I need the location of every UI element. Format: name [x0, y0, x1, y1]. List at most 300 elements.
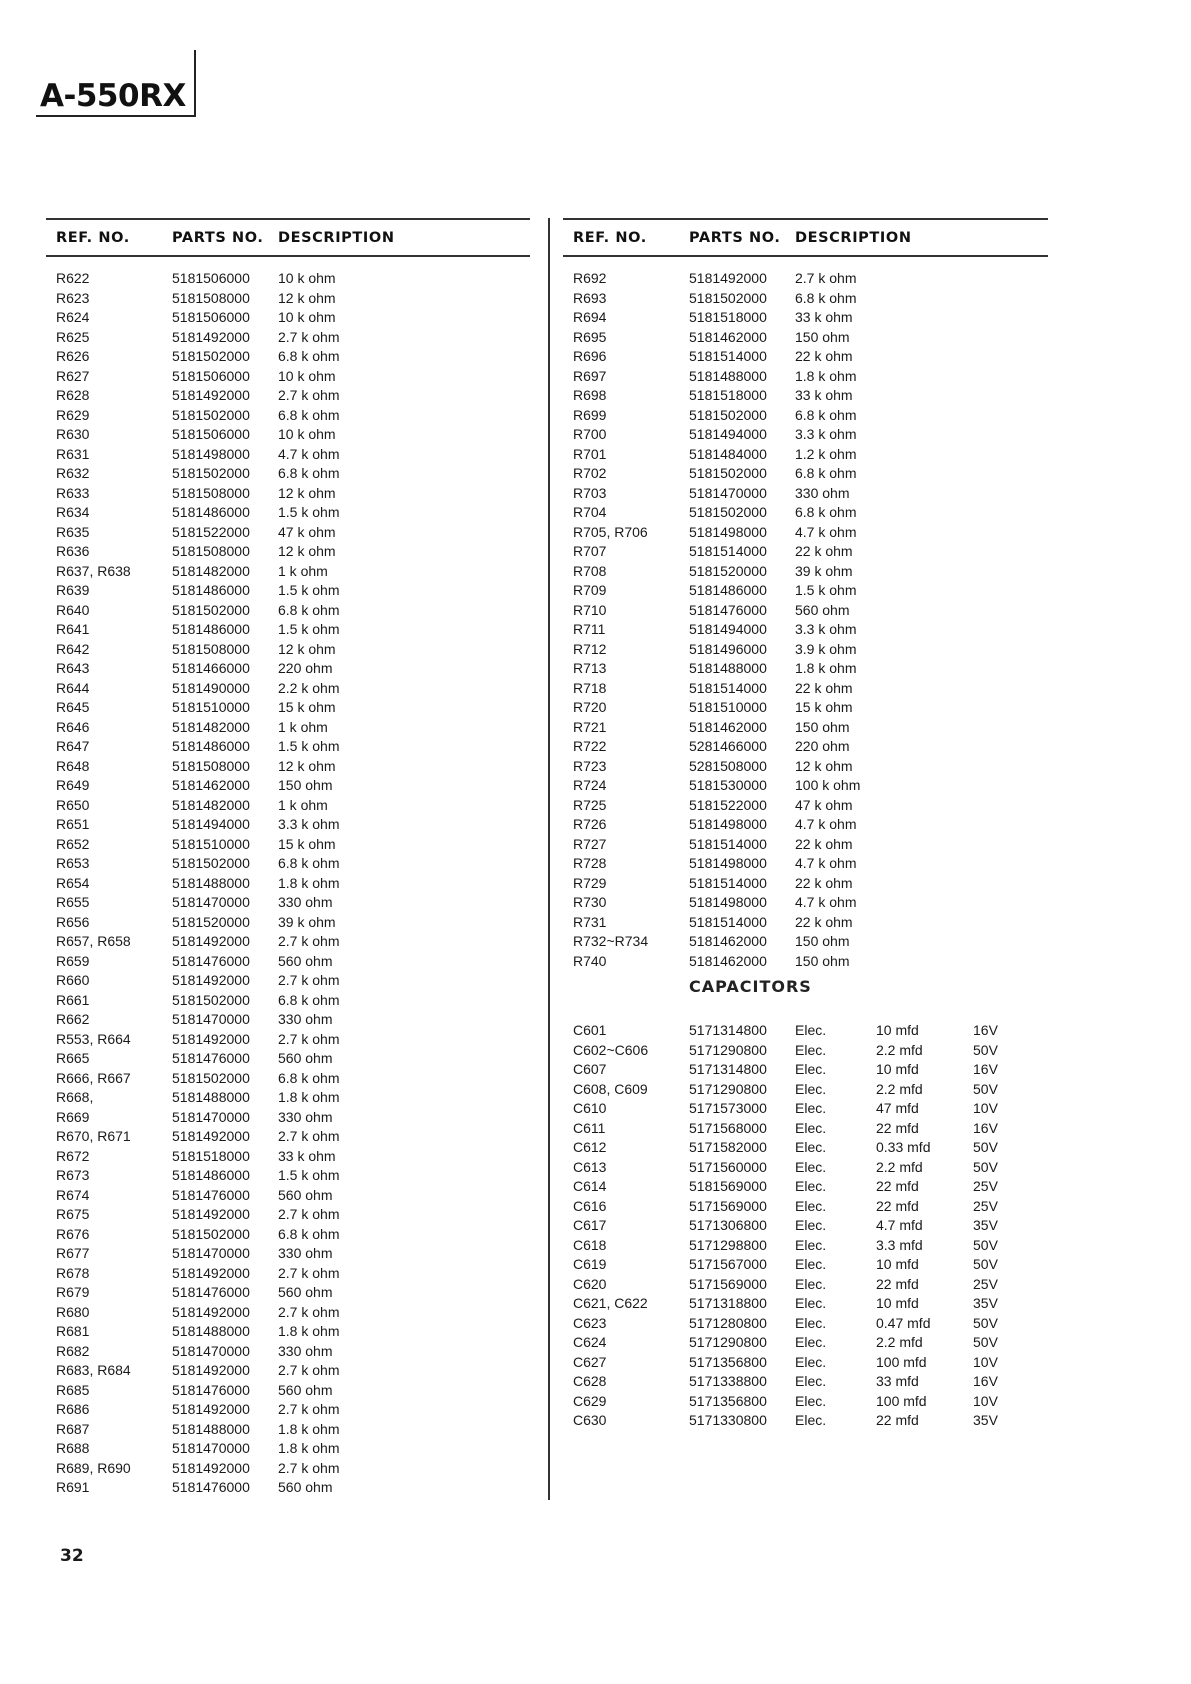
cap-type: Elec.	[795, 1022, 827, 1038]
part-row	[46, 1010, 530, 1030]
ref-no: R728	[573, 855, 607, 871]
capacitor-row	[563, 1255, 1048, 1275]
description: 2.7 k ohm	[278, 387, 340, 403]
ref-no: R648	[56, 757, 90, 774]
parts-no: 5181494000	[172, 816, 250, 832]
cap-value: 4.7 mfd	[876, 1217, 923, 1233]
part-row	[46, 1381, 530, 1401]
parts-no: 5181492000	[172, 1030, 250, 1047]
parts-no: 5181520000	[172, 913, 250, 930]
description: 2.7 k ohm	[278, 1303, 340, 1320]
ref-no: R726	[573, 816, 607, 832]
ref-no: R683, R684	[56, 1362, 131, 1378]
ref-no: R676	[56, 1225, 90, 1242]
part-row	[563, 620, 1048, 640]
part-row	[46, 1322, 530, 1342]
part-row	[563, 815, 1048, 835]
description: 2.7 k ohm	[278, 933, 340, 949]
ref-no: C618	[573, 1236, 607, 1253]
parts-no: 5181490000	[172, 679, 250, 696]
ref-no: R700	[573, 426, 607, 442]
ref-no: R626	[56, 348, 90, 364]
ref-no: R688	[56, 1440, 90, 1456]
parts-no: 5181486000	[172, 582, 250, 598]
parts-no: 5181498000	[689, 816, 767, 832]
parts-no: 5181486000	[172, 621, 250, 637]
parts-no: 5181476000	[172, 952, 250, 969]
description: 12 k ohm	[278, 543, 336, 559]
description: 12 k ohm	[278, 640, 336, 657]
description: 560 ohm	[278, 952, 333, 969]
description: 560 ohm	[278, 1186, 333, 1203]
column-divider	[548, 218, 550, 1500]
cap-type: Elec.	[795, 1275, 827, 1292]
ref-no: R673	[56, 1167, 90, 1183]
description: 1.8 k ohm	[278, 1323, 340, 1339]
description: 1 k ohm	[278, 796, 328, 813]
ref-no: R641	[56, 621, 90, 637]
ref-no: R686	[56, 1401, 90, 1417]
parts-no: 5181569000	[689, 1178, 767, 1194]
capacitor-row	[563, 1177, 1048, 1197]
cap-voltage: 10V	[973, 1100, 998, 1116]
part-row	[46, 1147, 530, 1167]
description: 22 k ohm	[795, 679, 853, 696]
cap-type: Elec.	[795, 1217, 827, 1233]
part-row	[46, 601, 530, 621]
part-row	[46, 718, 530, 738]
part-row	[563, 659, 1048, 679]
ref-no: R702	[573, 465, 607, 481]
parts-no: 5171318800	[689, 1295, 767, 1311]
capacitors-section	[563, 971, 1048, 1007]
part-row	[563, 796, 1048, 816]
cap-voltage: 35V	[973, 1217, 998, 1233]
parts-no: 5181502000	[172, 991, 250, 1008]
part-row	[563, 835, 1048, 855]
parts-no: 5181486000	[172, 738, 250, 754]
parts-no: 5171290800	[689, 1080, 767, 1097]
ref-no: R634	[56, 504, 90, 520]
parts-no: 5181488000	[172, 1420, 250, 1437]
part-row	[563, 893, 1048, 913]
description: 6.8 k ohm	[278, 991, 340, 1008]
capacitor-row	[563, 1099, 1048, 1119]
part-row	[46, 952, 530, 972]
parts-no: 5171569000	[689, 1197, 767, 1214]
part-row	[563, 523, 1048, 543]
parts-no: 5181492000	[172, 972, 250, 988]
parts-no: 5181502000	[172, 348, 250, 364]
capacitor-row	[563, 1294, 1048, 1314]
ref-no: R695	[573, 328, 607, 345]
parts-no: 5181498000	[689, 894, 767, 910]
description: 6.8 k ohm	[795, 504, 857, 520]
part-row	[46, 737, 530, 757]
cap-voltage: 50V	[973, 1139, 998, 1155]
parts-no: 5181492000	[172, 1128, 250, 1144]
part-row	[563, 308, 1048, 328]
part-row	[46, 308, 530, 328]
cap-value: 2.2 mfd	[876, 1080, 923, 1097]
ref-no: C607	[573, 1061, 607, 1077]
part-row	[563, 562, 1048, 582]
parts-no: 5181494000	[689, 426, 767, 442]
part-row	[46, 1420, 530, 1440]
header-rule	[563, 255, 1048, 257]
part-row	[563, 289, 1048, 309]
cap-voltage: 10V	[973, 1353, 998, 1370]
part-row	[46, 776, 530, 796]
capacitor-row	[563, 1275, 1048, 1295]
description: 10 k ohm	[278, 270, 336, 286]
parts-no: 5181502000	[172, 1225, 250, 1242]
description: 560 ohm	[278, 1381, 333, 1398]
part-row	[563, 464, 1048, 484]
capacitor-row	[563, 1041, 1048, 1061]
cap-value: 0.33 mfd	[876, 1139, 931, 1155]
parts-no: 5181462000	[689, 952, 767, 969]
part-row	[46, 698, 530, 718]
capacitor-row	[563, 1197, 1048, 1217]
parts-no: 5181470000	[172, 1245, 250, 1261]
cap-voltage: 50V	[973, 1080, 998, 1097]
part-row	[46, 1088, 530, 1108]
description: 33 k ohm	[795, 309, 853, 325]
part-row	[46, 1030, 530, 1050]
cap-voltage: 16V	[973, 1373, 998, 1389]
description: 12 k ohm	[278, 484, 336, 501]
description: 100 k ohm	[795, 777, 861, 793]
ref-no: C629	[573, 1392, 607, 1409]
parts-no: 5181476000	[689, 601, 767, 618]
ref-no: R677	[56, 1245, 90, 1261]
parts-no: 5181496000	[689, 640, 767, 657]
parts-no: 5181508000	[172, 757, 250, 774]
cap-type: Elec.	[795, 1119, 827, 1136]
cap-value: 10 mfd	[876, 1022, 919, 1038]
ref-no: R727	[573, 835, 607, 852]
cap-type: Elec.	[795, 1353, 827, 1370]
description: 1.2 k ohm	[795, 445, 857, 462]
cap-value: 22 mfd	[876, 1275, 919, 1292]
part-row	[46, 542, 530, 562]
description: 4.7 k ohm	[278, 445, 340, 462]
parts-no: 5181492000	[172, 1459, 250, 1476]
parts-no: 5181470000	[172, 894, 250, 910]
ref-no: R640	[56, 601, 90, 618]
ref-no: R662	[56, 1011, 90, 1027]
parts-no: 5181476000	[172, 1050, 250, 1066]
ref-no: C612	[573, 1139, 607, 1155]
description: 220 ohm	[278, 660, 333, 676]
cap-voltage: 50V	[973, 1314, 998, 1331]
parts-no: 5181470000	[172, 1108, 250, 1125]
description: 150 ohm	[795, 933, 850, 949]
description: 330 ohm	[278, 1245, 333, 1261]
parts-no: 5181514000	[689, 348, 767, 364]
capacitors-title: CAPACITORS	[689, 977, 812, 996]
cap-value: 2.2 mfd	[876, 1158, 923, 1175]
ref-no: R643	[56, 660, 90, 676]
ref-no: R721	[573, 718, 607, 735]
capacitor-list	[563, 1021, 1048, 1431]
parts-no: 5181492000	[172, 1401, 250, 1417]
description: 33 k ohm	[278, 1147, 336, 1164]
part-row	[46, 893, 530, 913]
capacitor-row	[563, 1021, 1048, 1041]
part-row	[563, 484, 1048, 504]
ref-no: R694	[573, 309, 607, 325]
cap-type: Elec.	[795, 1041, 827, 1058]
part-row	[563, 854, 1048, 874]
part-row	[563, 386, 1048, 406]
cap-value: 10 mfd	[876, 1295, 919, 1311]
cap-type: Elec.	[795, 1392, 827, 1409]
description: 12 k ohm	[795, 757, 853, 774]
parts-no: 5181502000	[172, 601, 250, 618]
part-row	[563, 679, 1048, 699]
cap-value: 22 mfd	[876, 1197, 919, 1214]
ref-no: R680	[56, 1303, 90, 1320]
part-row	[563, 776, 1048, 796]
ref-no: R681	[56, 1323, 90, 1339]
part-row	[46, 1264, 530, 1284]
description: 150 ohm	[278, 777, 333, 793]
description: 6.8 k ohm	[278, 1225, 340, 1242]
ref-no: C601	[573, 1022, 607, 1038]
capacitor-row	[563, 1216, 1048, 1236]
parts-no: 5181506000	[172, 426, 250, 442]
ref-no: R718	[573, 679, 607, 696]
cap-voltage: 35V	[973, 1412, 998, 1428]
cap-voltage: 16V	[973, 1061, 998, 1077]
ref-no: R698	[573, 387, 607, 403]
ref-no: C630	[573, 1412, 607, 1428]
ref-no: R703	[573, 484, 607, 501]
parts-no: 5181498000	[689, 855, 767, 871]
parts-no: 5181470000	[172, 1342, 250, 1359]
description: 1.8 k ohm	[278, 874, 340, 891]
description: 22 k ohm	[795, 543, 853, 559]
ref-no: R687	[56, 1420, 90, 1437]
description: 2.7 k ohm	[278, 1128, 340, 1144]
parts-no: 5181510000	[172, 835, 250, 852]
parts-no: 5181492000	[172, 1362, 250, 1378]
parts-no: 5181502000	[172, 855, 250, 871]
ref-no: R693	[573, 289, 607, 306]
parts-no: 5171560000	[689, 1158, 767, 1175]
table-top-rule	[563, 218, 1048, 220]
parts-no: 5181502000	[172, 465, 250, 481]
description: 15 k ohm	[278, 835, 336, 852]
part-row	[46, 1225, 530, 1245]
parts-no: 5171290800	[689, 1041, 767, 1058]
ref-no: R553, R664	[56, 1030, 131, 1047]
ref-no: R713	[573, 660, 607, 676]
parts-no: 5181498000	[172, 445, 250, 462]
ref-no: C621, C622	[573, 1295, 648, 1311]
ref-no: R722	[573, 738, 607, 754]
part-row	[46, 386, 530, 406]
ref-no: R645	[56, 699, 90, 715]
ref-no: R669	[56, 1108, 90, 1125]
description: 150 ohm	[795, 718, 850, 735]
description: 6.8 k ohm	[278, 601, 340, 618]
parts-no: 5181502000	[172, 406, 250, 423]
parts-no: 5181488000	[172, 1323, 250, 1339]
part-row	[46, 1205, 530, 1225]
ref-no: R642	[56, 640, 90, 657]
description: 6.8 k ohm	[795, 406, 857, 423]
part-row	[46, 640, 530, 660]
parts-no: 5181502000	[689, 465, 767, 481]
ref-no: R696	[573, 348, 607, 364]
ref-no: R633	[56, 484, 90, 501]
parts-no: 5181492000	[172, 328, 250, 345]
capacitor-row	[563, 1314, 1048, 1334]
cap-voltage: 10V	[973, 1392, 998, 1409]
cap-value: 22 mfd	[876, 1412, 919, 1428]
part-row	[46, 1400, 530, 1420]
parts-no: 5181486000	[689, 582, 767, 598]
capacitor-row	[563, 1080, 1048, 1100]
description: 2.7 k ohm	[278, 1362, 340, 1378]
parts-no: 5181488000	[689, 367, 767, 384]
parts-no: 5181506000	[172, 309, 250, 325]
ref-no: C624	[573, 1334, 607, 1350]
parts-no: 5181466000	[172, 660, 250, 676]
parts-no: 5281466000	[689, 738, 767, 754]
parts-no: 5181492000	[172, 933, 250, 949]
description: 6.8 k ohm	[278, 348, 340, 364]
cap-value: 10 mfd	[876, 1061, 919, 1077]
parts-no: 5181486000	[172, 504, 250, 520]
part-row	[46, 1127, 530, 1147]
cap-voltage: 35V	[973, 1295, 998, 1311]
description: 22 k ohm	[795, 874, 853, 891]
capacitor-row	[563, 1353, 1048, 1373]
description: 12 k ohm	[278, 757, 336, 774]
ref-no: R627	[56, 367, 90, 384]
parts-no: 5181462000	[689, 933, 767, 949]
part-row	[46, 406, 530, 426]
cap-type: Elec.	[795, 1139, 827, 1155]
description: 1 k ohm	[278, 562, 328, 579]
parts-no: 5181508000	[172, 640, 250, 657]
parts-no: 5171582000	[689, 1139, 767, 1155]
part-row	[46, 796, 530, 816]
part-row	[46, 1108, 530, 1128]
part-row	[563, 328, 1048, 348]
capacitor-row	[563, 1138, 1048, 1158]
ref-no: R711	[573, 621, 606, 637]
ref-no: R666, R667	[56, 1069, 131, 1086]
part-row	[46, 971, 530, 991]
description: 15 k ohm	[795, 699, 853, 715]
ref-no: R675	[56, 1206, 90, 1222]
capacitor-row	[563, 1392, 1048, 1412]
parts-no: 5181522000	[689, 796, 767, 813]
parts-no: 5171314800	[689, 1022, 767, 1038]
ref-no: R705, R706	[573, 523, 648, 540]
cap-value: 0.47 mfd	[876, 1314, 931, 1331]
part-row	[46, 269, 530, 289]
parts-no: 5181506000	[172, 270, 250, 286]
cap-type: Elec.	[795, 1158, 827, 1175]
description: 330 ohm	[795, 484, 850, 501]
description: 2.7 k ohm	[278, 1459, 340, 1476]
parts-no: 5181470000	[172, 1011, 250, 1027]
description: 330 ohm	[278, 1011, 333, 1027]
ref-no: R625	[56, 328, 90, 345]
parts-no: 5171290800	[689, 1334, 767, 1350]
part-row	[46, 1342, 530, 1362]
description: 2.7 k ohm	[278, 972, 340, 988]
description: 560 ohm	[278, 1050, 333, 1066]
parts-no: 5181492000	[172, 1206, 250, 1222]
ref-no: R724	[573, 777, 607, 793]
ref-no: R639	[56, 582, 90, 598]
parts-no: 5181488000	[172, 1089, 250, 1105]
ref-no: R732~R734	[573, 933, 649, 949]
description: 22 k ohm	[795, 835, 853, 852]
ref-no: R731	[573, 913, 607, 930]
ref-no: R672	[56, 1147, 90, 1164]
part-row	[563, 347, 1048, 367]
ref-no: R652	[56, 835, 90, 852]
part-row	[563, 640, 1048, 660]
parts-no: 5181488000	[172, 874, 250, 891]
part-row	[46, 425, 530, 445]
parts-no: 5181508000	[172, 289, 250, 306]
ref-no: R689, R690	[56, 1459, 131, 1476]
ref-no: R647	[56, 738, 90, 754]
description: 6.8 k ohm	[795, 465, 857, 481]
ref-no: C623	[573, 1314, 607, 1331]
cap-type: Elec.	[795, 1334, 827, 1350]
part-row	[46, 1303, 530, 1323]
description: 12 k ohm	[278, 289, 336, 306]
description: 330 ohm	[278, 1342, 333, 1359]
ref-no: R628	[56, 387, 90, 403]
part-row	[46, 835, 530, 855]
part-row	[46, 347, 530, 367]
part-row	[46, 367, 530, 387]
capacitor-row	[563, 1372, 1048, 1392]
parts-no: 5171298800	[689, 1236, 767, 1253]
cap-voltage: 25V	[973, 1178, 998, 1194]
parts-no: 5181492000	[172, 387, 250, 403]
parts-no: 5181494000	[689, 621, 767, 637]
description: 10 k ohm	[278, 367, 336, 384]
description: 47 k ohm	[795, 796, 853, 813]
ref-no: R636	[56, 543, 90, 559]
ref-no: C617	[573, 1217, 607, 1233]
cap-type: Elec.	[795, 1197, 827, 1214]
ref-no: C619	[573, 1256, 607, 1272]
parts-no: 5171569000	[689, 1275, 767, 1292]
description: 6.8 k ohm	[278, 406, 340, 423]
part-row	[563, 503, 1048, 523]
ref-no: R729	[573, 874, 607, 891]
part-row	[563, 445, 1048, 465]
part-row	[46, 991, 530, 1011]
part-row	[46, 581, 530, 601]
parts-no: 5181520000	[689, 562, 767, 579]
part-row	[46, 659, 530, 679]
cap-value: 47 mfd	[876, 1100, 919, 1116]
